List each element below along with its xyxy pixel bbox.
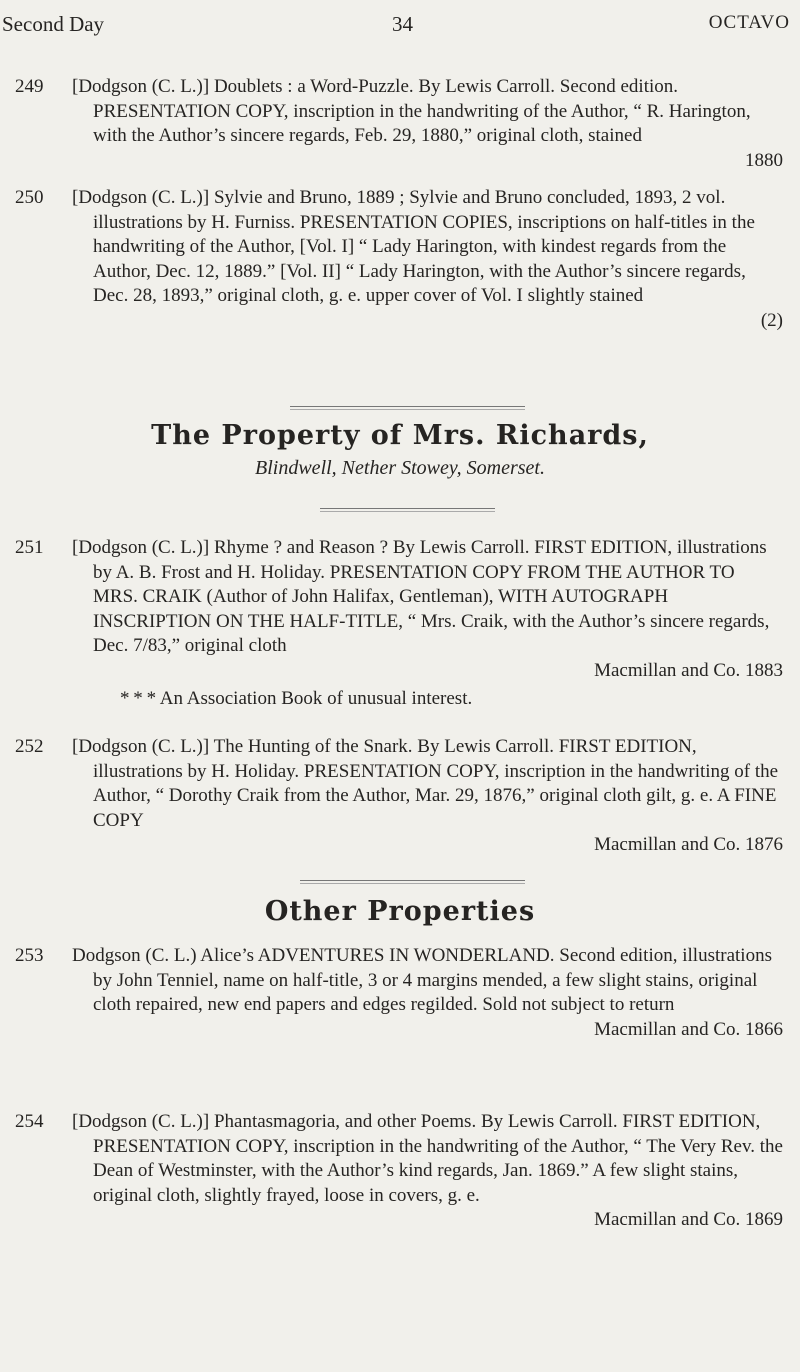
- lot-number: 250: [15, 187, 44, 208]
- format-label: OCTAVO: [708, 12, 790, 33]
- lot-entry: [15, 944, 783, 1042]
- section-divider: [300, 880, 525, 884]
- section-title: The Property of Mrs. Richards,: [151, 420, 649, 451]
- lot-description: [72, 735, 783, 858]
- section-title: Other Properties: [264, 896, 536, 927]
- section-heading: [0, 896, 800, 927]
- lot-trailing: Macmillan and Co. 1866: [594, 1018, 783, 1040]
- lot-description: [72, 536, 783, 683]
- lot-trailing: 1880: [745, 149, 783, 171]
- lot-entry: [15, 1110, 783, 1233]
- section-heading: [0, 420, 800, 480]
- lot-entry: [15, 536, 783, 683]
- lot-number: 251: [15, 537, 44, 558]
- lot-number: 253: [15, 945, 44, 966]
- lot-trailing: Macmillan and Co. 1869: [594, 1209, 783, 1230]
- lot-description: [72, 186, 783, 333]
- lot-description: [72, 944, 783, 1042]
- lot-text: [Dodgson (C. L.)] The Hunting of the Snark. By Lewis Carroll. FIRST EDITION, illustrations by H. Holiday. PRESENTATION COPY, inscription in the handwriting of the Author, “ Dorothy Craik from the Author, Mar. 29, 1876,” original cloth gilt, g. e. A FINE COPY: [72, 736, 779, 831]
- lot-trailing: (2): [760, 309, 783, 331]
- lot-description: [72, 1110, 783, 1233]
- lot-text: [Dodgson (C. L.)] Sylvie and Bruno, 1889 ; Sylvie and Bruno concluded, 1893, 2 vol. illustrations by H. Furniss. PRESENTATION COPIES, inscriptions on half-titles in the handwriting of the Author, [Vol. I] “ Lady Harington, with kindest regards from the Author, Dec. 12, 1889.” [Vol. II] “ Lady Harington, with the Author’s sincere regards, Dec. 28, 1893,” original cloth, g. e. upper cover of Vol. I slightly stained: [72, 187, 755, 306]
- page-header: [2, 12, 790, 42]
- page-number: 34: [392, 12, 413, 36]
- sale-day: Second Day: [2, 12, 105, 36]
- lot-entry: [15, 186, 783, 333]
- lot-trailing: Macmillan and Co. 1883: [594, 659, 783, 681]
- lot-number: 249: [15, 76, 44, 97]
- lot-text: [Dodgson (C. L.)] Rhyme ? and Reason ? By Lewis Carroll. FIRST EDITION, illustrations by A. B. Frost and H. Holiday. PRESENTATION COPY FROM THE AUTHOR TO MRS. CRAIK (Author of John Halifax, Gentleman), WITH AUTOGRAPH INSCRIPTION ON THE HALF-TITLE, “ Mrs. Craik, with the Author’s sincere regards, Dec. 7/83,” original cloth: [72, 537, 770, 656]
- lot-text: [Dodgson (C. L.)] Phantasmagoria, and other Poems. By Lewis Carroll. FIRST EDITION, PRESENTATION COPY, inscription in the handwriting of the Author, “ The Very Rev. the Dean of Westminster, with the Author’s kind regards, Jan. 1869.” A few slight stains, original cloth, slightly frayed, loose in covers, g. e.: [72, 1111, 783, 1206]
- lot-description: [72, 75, 783, 173]
- section-divider: [290, 406, 525, 410]
- lot-note: * * * An Association Book of unusual interest.: [120, 688, 473, 709]
- lot-number: 254: [15, 1111, 44, 1132]
- section-subtitle: Blindwell, Nether Stowey, Somerset.: [255, 457, 545, 479]
- lot-number: 252: [15, 736, 44, 757]
- lot-entry: [15, 75, 783, 173]
- lot-entry: [15, 735, 783, 858]
- lot-text: [Dodgson (C. L.)] Doublets : a Word-Puzzle. By Lewis Carroll. Second edition. PRESENTATION COPY, inscription in the handwriting of the Author, “ R. Harington, with the Author’s sincere regards, Feb. 29, 1880,” original cloth, stained: [72, 76, 751, 146]
- lot-trailing: Macmillan and Co. 1876: [594, 834, 783, 855]
- lot-text: Dodgson (C. L.) Alice’s ADVENTURES IN WONDERLAND. Second edition, illustrations by John Tenniel, name on half-title, 3 or 4 margins mended, a few slight stains, original cloth repaired, new end papers and edges regilded. Sold not subject to return: [72, 945, 772, 1015]
- section-divider: [320, 508, 495, 512]
